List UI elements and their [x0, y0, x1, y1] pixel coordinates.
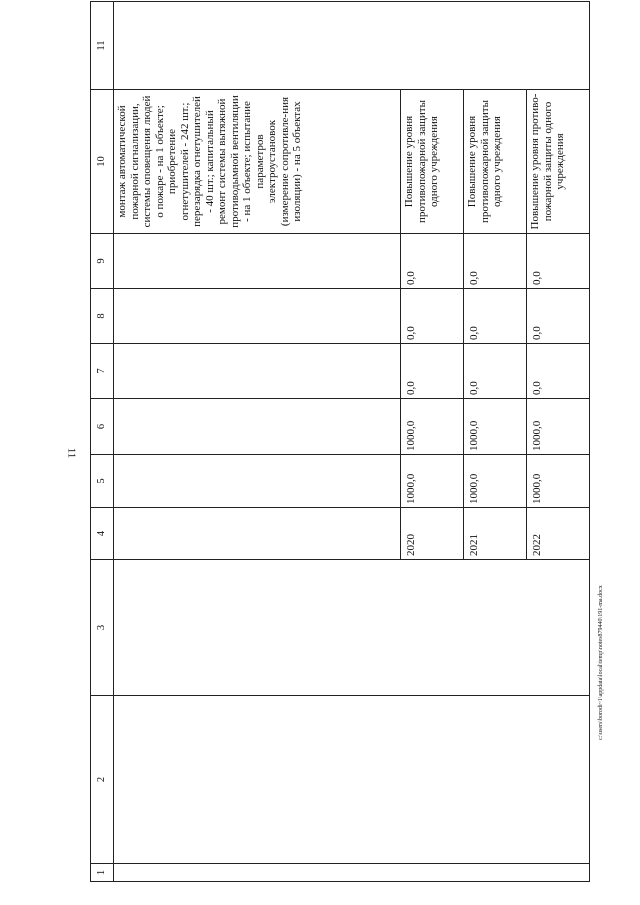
header-cell-4: 4 — [91, 508, 114, 560]
value-cell: 0,0 — [464, 234, 527, 289]
header-cell-2: 2 — [91, 696, 114, 864]
header-cell-6: 6 — [91, 399, 114, 455]
footer-path: c:\users\borodi~1\appdata\local\temp\notes879440\191-ma.docx — [598, 585, 604, 740]
header-cell-7: 7 — [91, 344, 114, 399]
cell-empty — [114, 696, 590, 864]
cell-empty — [114, 399, 401, 455]
header-cell-3: 3 — [91, 560, 114, 696]
header-cell-9: 9 — [91, 234, 114, 289]
year-cell: 2022 — [527, 508, 590, 560]
cell-empty — [114, 289, 401, 344]
cell-empty — [114, 864, 590, 882]
cell-empty — [114, 560, 590, 696]
cell-empty — [114, 344, 401, 399]
result-cell: Повышение уровня противопожарной защиты одного учреждения — [464, 90, 527, 234]
value-cell: 1000,0 — [464, 399, 527, 455]
value-cell: 1000,0 — [401, 399, 464, 455]
value-cell: 0,0 — [401, 344, 464, 399]
value-cell: 1000,0 — [464, 455, 527, 508]
year-cell: 2020 — [401, 508, 464, 560]
value-cell: 0,0 — [527, 234, 590, 289]
cell-empty — [114, 2, 590, 90]
cell-empty — [114, 455, 401, 508]
value-cell: 0,0 — [527, 289, 590, 344]
value-cell: 1000,0 — [527, 399, 590, 455]
result-cell: Повышение уровня противо-пожарной защиты одного учреждения — [527, 90, 590, 234]
year-cell: 2021 — [464, 508, 527, 560]
result-cell: Повышение уровня противопожарной защиты одного учреждения — [401, 90, 464, 234]
value-cell: 0,0 — [464, 344, 527, 399]
value-cell: 0,0 — [401, 234, 464, 289]
header-cell-10: 10 — [91, 90, 114, 234]
measures-description: монтаж автоматической пожарной сигнализации, системы оповещения людей о пожаре - на 1 объекте; приобретение огнетушителей - 242 шт.; перезарядка огнетушителей - 40 шт.; капитальный ремонт системы вытяжной противодымной вентиляции - на 1 объекте; испытание параметров электроустановок (измерение сопротивле-ния изоляции) - на 5 объектах — [114, 90, 401, 234]
header-cell-11: 11 — [91, 2, 114, 90]
table-row — [114, 2, 401, 882]
header-cell-8: 8 — [91, 289, 114, 344]
header-row — [91, 2, 114, 882]
data-table — [90, 1, 590, 882]
rotated-table-container — [90, 22, 578, 882]
value-cell: 0,0 — [527, 344, 590, 399]
cell-empty — [114, 234, 401, 289]
page-number: 11 — [65, 447, 78, 459]
cell-empty — [114, 508, 401, 560]
value-cell: 0,0 — [464, 289, 527, 344]
value-cell: 1000,0 — [401, 455, 464, 508]
header-cell-5: 5 — [91, 455, 114, 508]
value-cell: 0,0 — [401, 289, 464, 344]
value-cell: 1000,0 — [527, 455, 590, 508]
header-cell-1: 1 — [91, 864, 114, 882]
